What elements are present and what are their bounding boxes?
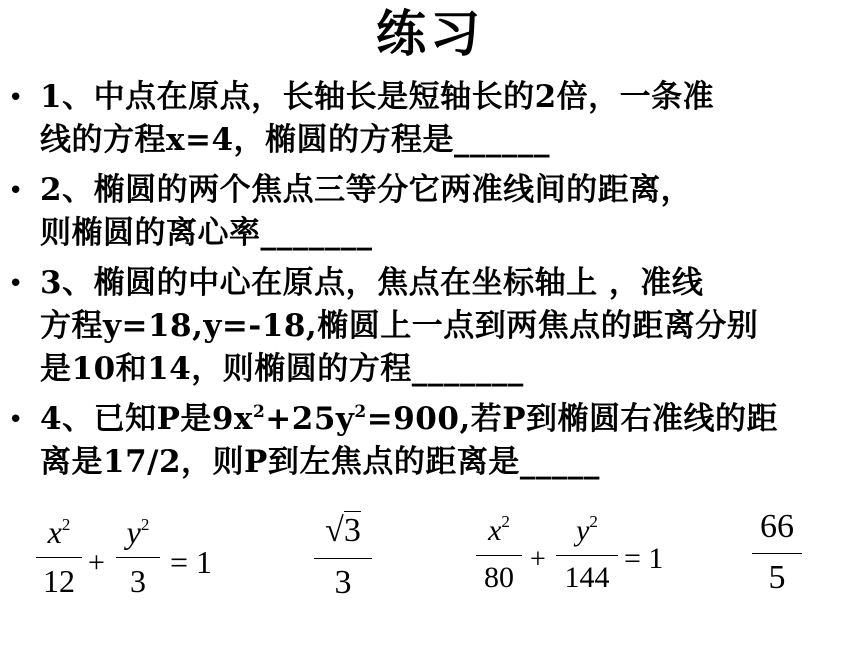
- exercise-item-4: [0, 398, 860, 484]
- fraction-bar: [36, 557, 82, 558]
- exercise-item-1: [0, 76, 860, 162]
- exercise-3-line-2: 方程y=18,y=-18,椭圆上一点到两焦点的距离分别: [40, 308, 759, 344]
- numerator: 66: [760, 508, 794, 545]
- denominator: 5: [768, 559, 786, 596]
- exercise-list: [0, 76, 860, 491]
- exercise-3-line-1: 3、椭圆的中心在原点，焦点在坐标轴上 ，准线: [40, 265, 704, 301]
- exercise-3-line-3: 是10和14，则椭圆的方程_______: [40, 351, 524, 387]
- denominator: 80: [484, 561, 514, 594]
- denominator: 12: [43, 563, 75, 599]
- exercise-4-text-b: +25y: [265, 401, 355, 437]
- answer-4-distance: [752, 510, 802, 595]
- exercise-2-line-1: 2、椭圆的两个焦点三等分它两准线间的距离，: [40, 172, 693, 208]
- numerator: $y^2$: [126, 514, 150, 550]
- answer-3-fraction-y: [556, 512, 618, 594]
- bullet-icon: •: [8, 269, 24, 299]
- numerator: √3: [325, 512, 361, 549]
- exponent: 2: [354, 402, 367, 422]
- plus-sign: +: [88, 546, 105, 579]
- answer-3-fraction-x: [476, 512, 522, 594]
- denominator: 3: [130, 563, 146, 599]
- fraction-bar: [116, 557, 160, 558]
- answer-formulas: [0, 506, 860, 626]
- bullet-icon: •: [8, 176, 24, 206]
- exponent: 2: [252, 402, 266, 422]
- exercise-4-text-a: 4、已知P是9x: [40, 401, 253, 437]
- radical-icon: √: [325, 512, 344, 549]
- exercise-4-text-c: =900,若P到椭圆右准线的距: [366, 401, 779, 437]
- numerator: $y^2$: [576, 512, 598, 547]
- exercise-1-line-1: 1、中点在原点，长轴长是短轴长的2倍，一条准: [40, 79, 715, 115]
- numerator: $x^2$: [47, 514, 71, 550]
- fraction-bar: [556, 555, 618, 556]
- denominator: 3: [334, 564, 352, 601]
- equals-one: = 1: [170, 544, 213, 580]
- page-title: 练习: [376, 4, 484, 63]
- fraction-bar: [314, 558, 372, 559]
- exercise-item-3: [0, 262, 860, 391]
- fraction-bar: [752, 553, 802, 554]
- fraction-bar: [476, 555, 522, 556]
- exercise-4-line-2: 离是17/2，则P到左焦点的距离是_____: [40, 444, 600, 480]
- bullet-icon: •: [8, 83, 24, 113]
- numerator: $x^2$: [488, 512, 510, 547]
- bullet-icon: •: [8, 405, 24, 435]
- equals-one: = 1: [624, 542, 664, 575]
- exercise-2-line-2: 则椭圆的离心率_______: [40, 215, 373, 251]
- answer-1-fraction-y: [116, 516, 160, 597]
- answer-2-eccentricity: [314, 514, 372, 600]
- denominator: 144: [564, 561, 610, 594]
- plus-sign: +: [530, 544, 546, 575]
- answer-1-fraction-x: [36, 516, 82, 597]
- exercise-4-line-1: [40, 398, 852, 441]
- exercise-1-line-2: 线的方程x=4，椭圆的方程是______: [40, 122, 551, 158]
- exercise-item-2: [0, 169, 860, 255]
